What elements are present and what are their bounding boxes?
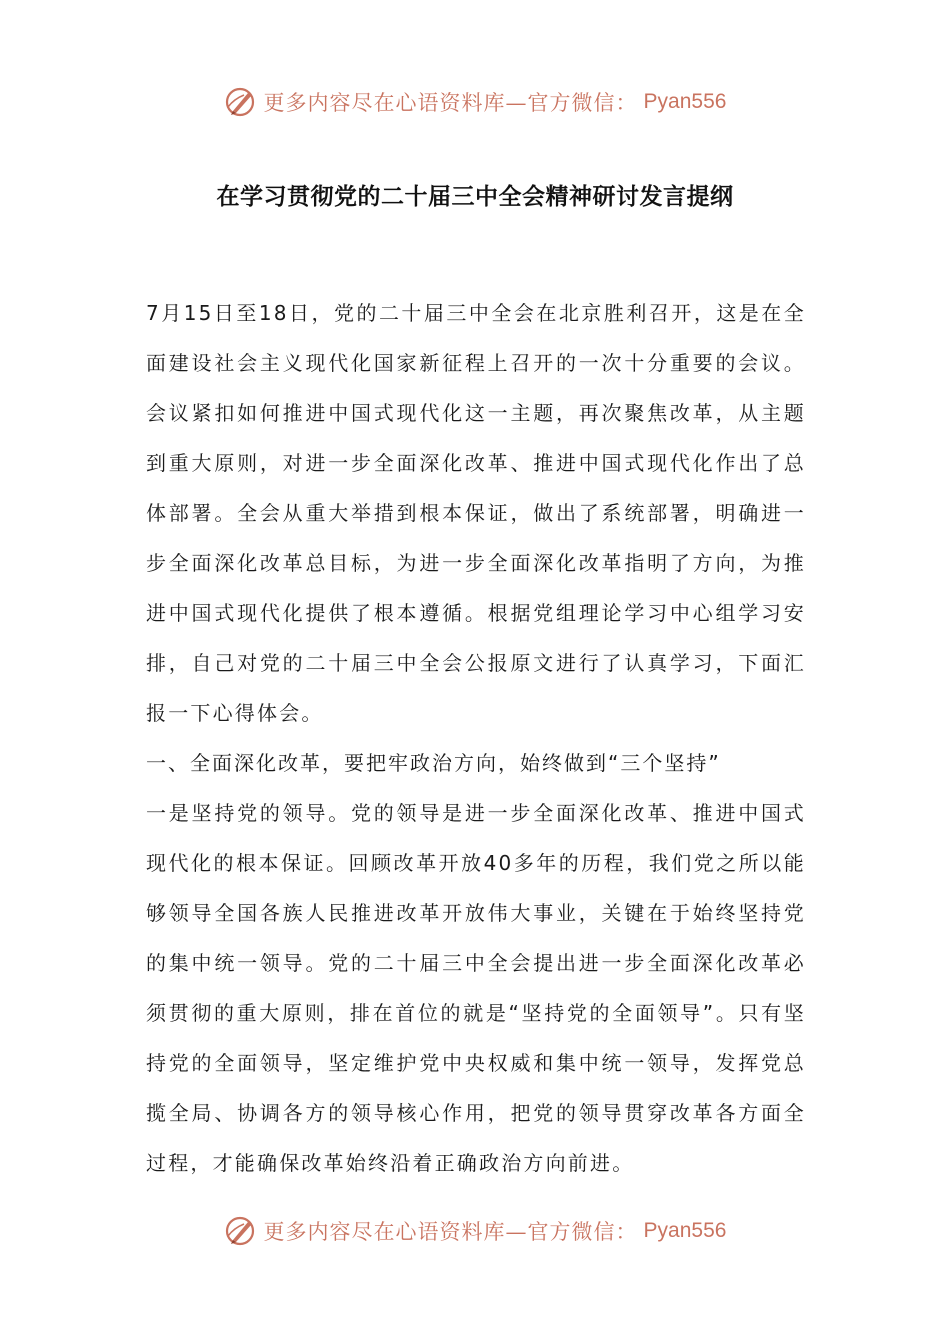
document-body [146, 288, 806, 1188]
footer-watermark [0, 1211, 950, 1251]
section-heading-1: 一、全面深化改革，要把牢政治方向，始终做到“三个坚持” [146, 751, 721, 775]
document-title: 在学习贯彻党的二十届三中全会精神研讨发言提纲 [216, 183, 734, 210]
watermark-text: 更多内容尽在心语资料库—官方微信： [263, 1220, 638, 1244]
pen-logo-icon [224, 1214, 258, 1248]
watermark-text: 更多内容尽在心语资料库—官方微信： [263, 91, 638, 115]
paragraph-party-leadership: 一是坚持党的领导。党的领导是进一步全面深化改革、推进中国式现代化的根本保证。回顾改革开放40多年的历程，我们党之所以能够领导全国各族人民推进改革开放伟大事业，关键在于始终坚持党的集中统一领导。党的二十届三中全会提出进一步全面深化改革必须贯彻的重大原则，排在首位的就是“坚持党的全面领导”。只有坚持党的全面领导，坚定维护党中央权威和集中统一领导，发挥党总揽全局、协调各方的领导核心作用，把党的领导贯穿改革各方面全过程，才能确保改革始终沿着正确政治方向前进。 [146, 801, 806, 1175]
header-watermark [0, 82, 950, 122]
paragraph-intro: 7月15日至18日，党的二十届三中全会在北京胜利召开，这是在全面建设社会主义现代化国家新征程上召开的一次十分重要的会议。会议紧扣如何推进中国式现代化这一主题，再次聚焦改革，从主题到重大原则，对进一步全面深化改革、推进中国式现代化作出了总体部署。全会从重大举措到根本保证，做出了系统部署，明确进一步全面深化改革总目标，为进一步全面深化改革指明了方向，为推进中国式现代化提供了根本遵循。根据党组理论学习中心组学习安排，自己对党的二十届三中全会公报原文进行了认真学习，下面汇报一下心得体会。 [146, 301, 806, 725]
pen-logo-icon [224, 85, 258, 119]
watermark-wechat-id: Pyan556 [643, 90, 727, 113]
watermark-wechat-id: Pyan556 [643, 1219, 727, 1242]
